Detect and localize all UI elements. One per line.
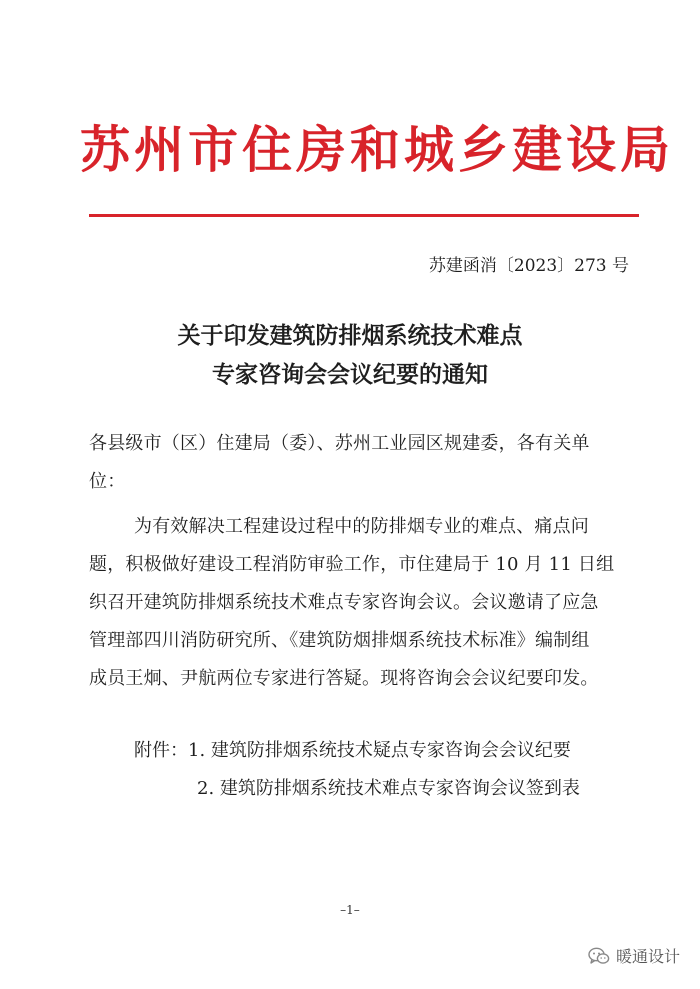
body-line-4: 管理部四川消防研究所、《建筑防烟排烟系统技术标准》编制组 — [89, 630, 590, 651]
page-number: –1– — [340, 903, 360, 917]
wechat-icon — [588, 947, 610, 965]
attachment-row-2 — [134, 770, 580, 808]
attachments-label: 附件： — [134, 740, 188, 761]
body-line-5: 成员王炯、尹航两位专家进行答疑。现将咨询会会议纪要印发。 — [89, 668, 599, 689]
attachment-item-1: 1. 建筑防排烟系统技术疑点专家咨询会会议纪要 — [188, 740, 571, 761]
attachments-list — [134, 732, 580, 808]
organization-header: 苏州市住房和城乡建设局 — [80, 120, 674, 179]
body-paragraph — [89, 508, 639, 698]
attachment-row-1 — [134, 732, 580, 770]
body-line-2: 题，积极做好建设工程消防审验工作，市住建局于 10 月 11 日组 — [89, 554, 615, 575]
salutation-line-2: 位： — [89, 471, 126, 492]
red-divider — [89, 214, 639, 217]
title-line-1: 关于印发建筑防排烟系统技术难点 — [177, 322, 523, 349]
title-line-2: 专家咨询会会议纪要的通知 — [212, 361, 488, 388]
salutation — [89, 425, 639, 501]
attachment-item-2: 2. 建筑防排烟系统技术难点专家咨询会议签到表 — [197, 778, 580, 799]
document-number: 苏建函消〔2023〕273 号 — [428, 256, 629, 276]
salutation-line-1: 各县级市（区）住建局（委）、苏州工业园区规建委，各有关单 — [89, 433, 590, 454]
body-line-3: 织召开建筑防排烟系统技术难点专家咨询会议。会议邀请了应急 — [89, 592, 599, 613]
watermark — [588, 944, 680, 967]
body-line-1: 为有效解决工程建设过程中的防排烟专业的难点、痛点问 — [134, 516, 589, 537]
watermark-text: 暖通设计 — [615, 947, 680, 966]
document-title — [80, 316, 620, 394]
